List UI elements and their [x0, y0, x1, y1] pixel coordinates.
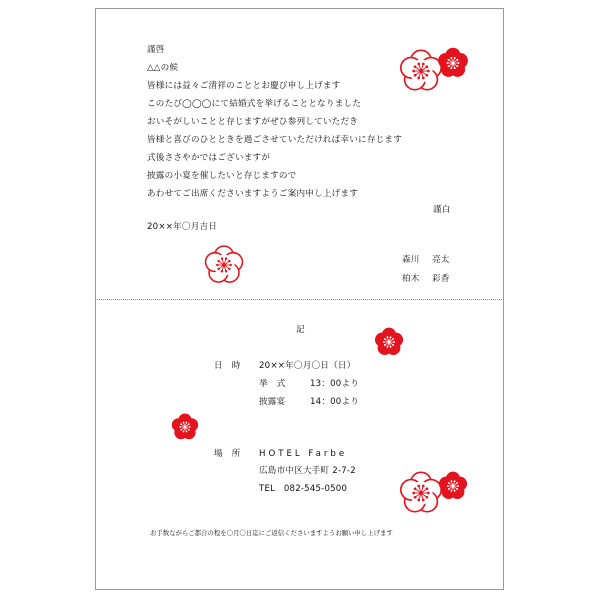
sender-family-name: 森川	[402, 255, 420, 265]
plum-blossom-icon	[437, 470, 469, 502]
letter-line: 式後ささやかではございますが	[147, 153, 271, 163]
letter-line: このたび◯◯◯にて結婚式を挙げることとなりました	[147, 99, 362, 109]
fold-line	[95, 299, 504, 300]
letter-line: あわせてご出席くださいますようご案内申し上げます	[147, 189, 359, 199]
letter-date: 20××年〇月吉日	[147, 222, 218, 232]
reception-label: 披露宴	[259, 397, 286, 407]
plum-blossom-icon	[170, 412, 200, 442]
sender-family-name: 柏木	[402, 274, 420, 284]
details-heading: 記	[296, 325, 305, 335]
letter-season: △△の候	[147, 63, 179, 73]
letter-line: 皆様には益々ご清祥のこととお慶び申し上げます	[147, 81, 341, 91]
reception-time: 14：00より	[310, 397, 360, 407]
letter-line: おいそがしいことと存じますがぜひ参列していただき	[147, 117, 359, 127]
venue-address: 広島市中区大手町 2-7-2	[259, 466, 356, 476]
plum-blossom-icon	[373, 326, 405, 358]
venue-label: 場 所	[214, 449, 244, 459]
venue-name: HOTEL Farbe	[259, 449, 348, 459]
letter-closing: 謹白	[433, 205, 451, 215]
letter-line: 披露の小宴を催したいと存じますので	[147, 171, 297, 181]
letter-opening: 謹啓	[147, 45, 165, 55]
ceremony-label: 挙 式	[259, 379, 289, 389]
sender-given-name: 亮太	[432, 255, 450, 265]
sender-given-name: 彩香	[432, 274, 450, 284]
datetime-value: 20××年〇月〇日（日）	[259, 361, 356, 371]
letter-line: 皆様と喜びのひとときを過ごさせていただければ幸いに存じます	[147, 135, 403, 145]
venue-tel: TEL 082-545-0500	[259, 484, 348, 494]
footer-note: お手数ながらご都合の程を〇月〇日迄にご返信くださいますようお願い申し上げます	[150, 529, 393, 537]
datetime-label: 日 時	[214, 361, 244, 371]
ceremony-time: 13：00より	[310, 379, 360, 389]
plum-blossom-icon	[203, 244, 245, 286]
plum-blossom-icon	[436, 46, 470, 80]
